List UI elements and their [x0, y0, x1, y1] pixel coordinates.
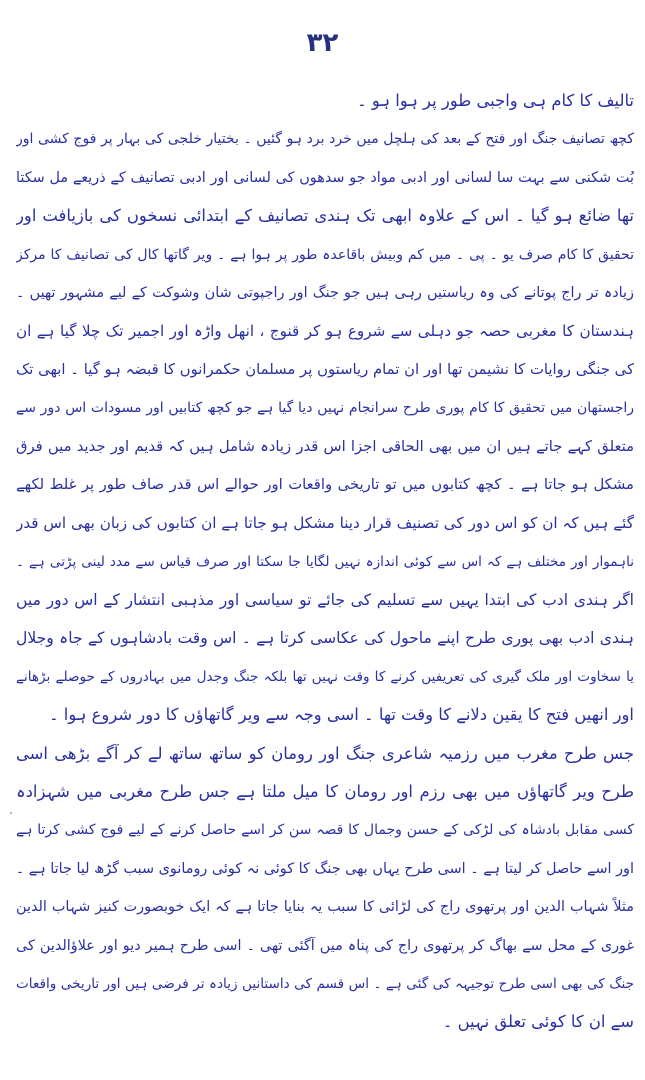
text-line: بُت شکنی سے بہت سا لسانی اور ادبی مواد جو سدھوں کی لسانی اور ادبی تصانیف کے ذریعے مل سکتا: [16, 169, 634, 186]
text-line: زیادہ تر راج پوتانے کی وہ ریاستیں رہی ہیں جو جنگ اور راجپوتی شان وشوکت کے لیے مشہور تھیں ۔: [16, 284, 634, 301]
text-line: جنگ کی بھی اسی طرح توجیہہ کی گئی ہے ۔ اس قسم کی داستانیں زیادہ تر فرضی ہیں اور تاریخی واقعات: [16, 975, 634, 992]
text-line: جس طرح مغرب میں رزمیہ شاعری جنگ اور رومان کو ساتھ ساتھ لے کر آگے بڑھی اسی: [16, 743, 634, 763]
text-line: متعلق کہے جاتے ہیں ان میں بھی الحاقی اجزا اس قدر زیادہ شامل ہیں کہ قدیم اور جدید میں فرق: [16, 437, 634, 455]
text-line: ہندستان کا مغربی حصہ جو دہلی سے شروع ہو کر قنوج ، انھل واڑہ اور اجمیر تک چلا گیا ہے ان: [16, 322, 634, 341]
text-line: طرح ویر گاتھاؤں میں بھی رزم اور رومان کا میل ملتا ہے جس طرح مغربی میں شہزادہ: [16, 782, 634, 802]
text-line: اور انھیں فتح کا یقین دلانے کا وقت تھا ۔ اسی وجہ سے ویر گاتھاؤں کا دور شروع ہوا ۔: [48, 705, 634, 725]
ink-speck: [10, 812, 12, 814]
text-line: کی جنگی روایات کا نشیمن تھا اور ان تمام ریاستوں پر مسلمان حکمرانوں کا قبضہ ہو گیا ۔ ابھی تک: [16, 360, 634, 378]
text-line: اگر ہندی ادب کی ابتدا یہیں سے تسلیم کی جائے تو سیاسی اور مذہبی انتشار کے اس دور میں: [16, 591, 634, 610]
text-line: یا سخاوت اور ملک گیری کی تعریفیں کرنے کا وقت نہیں تھا بلکہ جنگ وجدل میں بہادروں کے حوصلے بڑھانے: [16, 668, 634, 685]
text-line: راجستھان میں تحقیق کا کام پوری طرح سرانجام نہیں دیا گیا ہے جو کچھ کتابیں اور مسودات اس دور سے: [16, 400, 634, 417]
text-line: تھا ضائع ہو گیا ۔ اس کے علاوہ ابھی تک ہندی تصانیف کے ابتدائی نسخوں کی بازیافت اور: [16, 206, 634, 226]
text-line: کچھ تصانیف جنگ اور فتح کے بعد کی ہلچل میں خرد برد ہو گئیں ۔ بختیار خلجی کی بہار پر فوج کشی اور: [16, 131, 634, 148]
text-line: غوری کے محل سے بھاگ کر پرتھوی راج کی پناہ میں آگئی تھی ۔ اسی طرح ہمیر دیو اور علاؤالدین کی: [16, 937, 634, 954]
text-line: تحقیق کا کام صرف یو ۔ پی ۔ میں کم وبیش باقاعدہ طور پر ہوا ہے ۔ ویر گاتھا کال کی تصانیف کا مرکز: [16, 246, 634, 263]
body-text: [16, 82, 634, 1042]
text-line: ناہموار اور مختلف ہے کہ اس سے کوئی اندازہ نہیں لگایا جا سکتا اور صرف قیاس سے مدد لینی پڑتی ہے ۔: [16, 553, 634, 570]
text-line: تالیف کا کام ہی واجبی طور پر ہوا ہو ۔: [357, 91, 634, 110]
page-number: ۳۲: [306, 28, 339, 58]
text-line: گئے ہیں کہ ان کو اس دور کی تصنیف قرار دینا مشکل ہو جاتا ہے ان کتابوں کی زبان بھی اس قدر: [16, 514, 634, 533]
text-line: سے ان کا کوئی تعلق نہیں ۔: [442, 1012, 634, 1032]
text-line: ہندی ادب بھی پوری طرح اپنے ماحول کی عکاسی کرتا ہے ۔ اس وقت بادشاہوں کے جاہ وجلال: [16, 629, 634, 648]
text-line: مشکل ہو جاتا ہے ۔ کچھ کتابوں میں تو تاریخی واقعات اور حوالے اس قدر صاف طور پر غلط لکھے: [16, 475, 634, 493]
text-line: مثلاً شہاب الدین اور پرتھوی راج کی لڑائی کا سبب یہ بنایا جاتا ہے کہ ایک خوبصورت کنیز شہاب الدین: [16, 899, 634, 916]
text-line: اور اسے حاصل کر لیتا ہے ۔ اسی طرح یہاں بھی جنگ کا کوئی نہ کوئی رومانوی سبب گڑھ لیا جاتا ہے ۔: [16, 860, 634, 877]
text-line: کسی مقابل بادشاہ کی لڑکی کے حسن وجمال کا قصہ سن کر اسے حاصل کرنے کے لیے فوج کشی کرتا ہے: [16, 822, 634, 839]
